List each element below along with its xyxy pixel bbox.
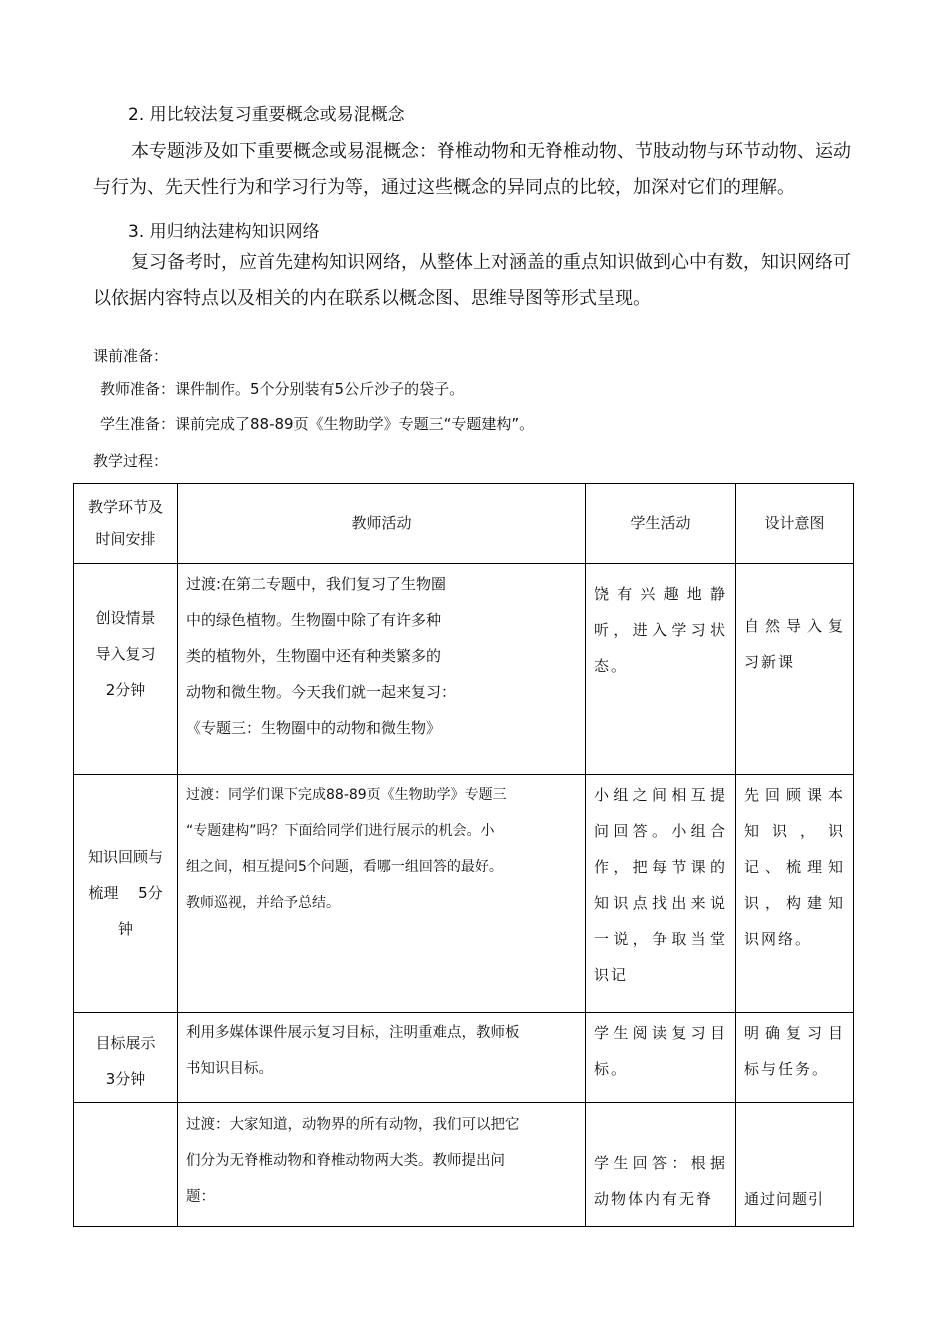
row1-teacher-line: 类的植物外，生物圈中还有种类繁多的 xyxy=(186,647,442,665)
section-body-3-text: 复习备考时，应首先建构知识网络，从整体上对涵盖的重点知识做到心中有数，知识网络可以依据内容特点以及相关的内在联系以概念图、思维导图等形式呈现。 xyxy=(93,252,851,309)
row2-teacher-line: 过渡：同学们课下完成88-89页《生物助学》专题三 xyxy=(186,787,507,803)
row2-teacher-line: 组之间，相互提问5个问题，看哪一组回答的最好。 xyxy=(186,859,503,875)
row4-intent: 通过问题引 xyxy=(736,1103,854,1227)
row1-teacher-line: 过渡:在第二专题中，我们复习了生物圈 xyxy=(186,575,447,593)
row2-teacher-line: 教师巡视，并给予总结。 xyxy=(186,895,340,911)
row3-stage-line: 3分钟 xyxy=(105,1070,146,1088)
row4-teacher xyxy=(178,1103,586,1227)
header-stage-line1: 教学环节及 xyxy=(87,498,163,516)
prep-title: 课前准备： xyxy=(93,347,169,365)
row3-teacher xyxy=(178,1013,586,1103)
row1-stage xyxy=(74,564,178,775)
row1-teacher-line: 中的绿色植物。生物圈中除了有许多种 xyxy=(186,611,442,629)
section-body-2 xyxy=(93,134,858,206)
table-header-row xyxy=(74,484,854,564)
section-heading-2: 2. 用比较法复习重要概念或易混概念 xyxy=(128,105,405,125)
row4-teacher-line: 题： xyxy=(186,1189,215,1205)
row2-stage xyxy=(74,775,178,1013)
row4-teacher-line: 们分为无脊椎动物和脊椎动物两大类。教师提出问 xyxy=(186,1153,505,1169)
lesson-table xyxy=(73,483,854,1227)
row2-intent: 先回顾课本知识，识记、梳理知识，构建知识网络。 xyxy=(736,775,854,1013)
row3-stage-line: 目标展示 xyxy=(95,1034,156,1052)
row1-teacher-line: 动物和微生物。今天我们就一起来复习： xyxy=(186,683,457,701)
row1-stage-line: 2分钟 xyxy=(105,681,146,699)
row4-student: 学生回答：根据动物体内有无脊 xyxy=(586,1103,736,1227)
row3-teacher-line: 书知识目标。 xyxy=(186,1061,273,1077)
row2-stage-line: 知识回顾与 xyxy=(87,848,163,866)
row3-stage xyxy=(74,1013,178,1103)
row2-student: 小组之间相互提问回答。小组合作，把每节课的知识点找出来说一说，争取当堂识记 xyxy=(586,775,736,1013)
row2-teacher-line: “专题建构”吗？下面给同学们进行展示的机会。小 xyxy=(186,823,495,839)
header-stage xyxy=(74,484,178,564)
table-row xyxy=(74,564,854,775)
prep-student: 学生准备：课前完成了88-89页《生物助学》专题三“专题建构”。 xyxy=(100,415,535,433)
header-student: 学生活动 xyxy=(586,484,736,564)
row3-student: 学生阅读复习目标。 xyxy=(586,1013,736,1103)
row1-stage-line: 创设情景 xyxy=(95,609,156,627)
row2-stage-line: 钟 xyxy=(117,920,133,938)
process-title: 教学过程： xyxy=(93,452,169,470)
table-row xyxy=(74,775,854,1013)
row1-stage-line: 导入复习 xyxy=(95,645,156,663)
row1-intent: 自然导入复习新课 xyxy=(736,564,854,775)
row2-stage-line: 梳理 5分 xyxy=(88,884,163,902)
section-body-3 xyxy=(93,245,858,317)
row3-intent: 明确复习目标与任务。 xyxy=(736,1013,854,1103)
row1-teacher xyxy=(178,564,586,775)
section-body-2-text: 本专题涉及如下重要概念或易混概念：脊椎动物和无脊椎动物、节肢动物与环节动物、运动与行为、先天性行为和学习行为等，通过这些概念的异同点的比较，加深对它们的理解。 xyxy=(93,141,851,198)
header-teacher: 教师活动 xyxy=(178,484,586,564)
row1-teacher-line: 《专题三：生物圈中的动物和微生物》 xyxy=(186,719,442,737)
row2-teacher xyxy=(178,775,586,1013)
row3-teacher-line: 利用多媒体课件展示复习目标，注明重难点，教师板 xyxy=(186,1025,520,1041)
header-intent: 设计意图 xyxy=(736,484,854,564)
row4-stage xyxy=(74,1103,178,1227)
prep-teacher: 教师准备：课件制作。5个分别装有5公斤沙子的袋子。 xyxy=(100,380,465,398)
row4-teacher-line: 过渡：大家知道，动物界的所有动物，我们可以把它 xyxy=(186,1117,520,1133)
section-heading-3: 3. 用归纳法建构知识网络 xyxy=(128,222,320,242)
row1-student: 饶有兴趣地静听，进入学习状态。 xyxy=(586,564,736,775)
header-stage-line2: 时间安排 xyxy=(95,530,156,548)
table-row xyxy=(74,1013,854,1103)
table-row xyxy=(74,1103,854,1227)
